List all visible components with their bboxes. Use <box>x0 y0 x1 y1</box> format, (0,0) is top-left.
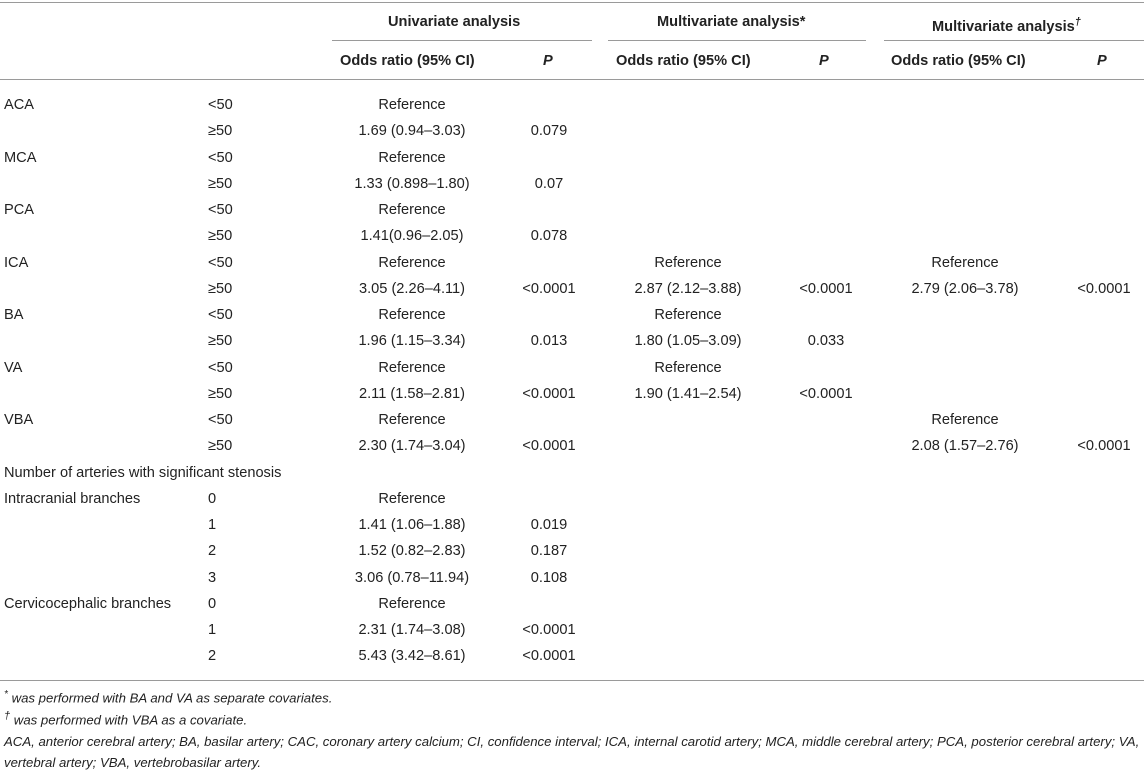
subheader-p-multivariate-1: P <box>819 53 829 69</box>
subheader-or-multivariate-2: Odds ratio (95% CI) <box>891 53 1026 69</box>
multivariate1-or: 1.90 (1.41–2.54) <box>634 385 742 402</box>
univariate-or: Reference <box>378 595 446 612</box>
row-stenosis: 2 <box>208 648 217 665</box>
univariate-or: 3.05 (2.26–4.11) <box>358 280 466 297</box>
row-label: BA <box>4 307 24 323</box>
row-label: Intracranial branches <box>4 490 141 507</box>
univariate-p: <0.0001 <box>522 385 576 402</box>
multivariate1-underline <box>608 40 866 41</box>
univariate-or: 3.06 (0.78–11.94) <box>354 569 470 586</box>
footnote-1: * was performed with BA and VA as separate covariates. <box>4 689 333 706</box>
row-label: Cervicocephalic branches <box>4 595 172 612</box>
univariate-or: 2.31 (1.74–3.08) <box>358 622 466 638</box>
subheader-p-univariate: P <box>543 53 553 69</box>
univariate-p: 0.187 <box>530 543 568 560</box>
row-stenosis: 2 <box>208 543 217 560</box>
row-stenosis: ≥50 <box>208 123 233 140</box>
header-multivariate-2: Multivariate analysis† <box>932 16 1081 35</box>
univariate-or: 1.96 (1.15–3.34) <box>358 333 466 350</box>
row-stenosis: ≥50 <box>208 438 233 455</box>
header-univariate: Univariate analysis <box>388 14 521 30</box>
multivariate1-or: Reference <box>654 307 722 323</box>
subheader-or-multivariate-1: Odds ratio (95% CI) <box>616 53 751 69</box>
header-bottom-rule <box>0 79 1144 80</box>
univariate-or: 5.43 (3.42–8.61) <box>358 648 466 665</box>
univariate-or: Reference <box>378 202 446 218</box>
multivariate2-or: 2.08 (1.57–2.76) <box>911 438 1019 455</box>
multivariate1-or: Reference <box>654 254 722 271</box>
row-stenosis: ≥50 <box>208 175 233 192</box>
header-multivariate-1: Multivariate analysis* <box>657 14 806 30</box>
row-stenosis: <50 <box>208 149 233 166</box>
multivariate1-p: 0.033 <box>807 333 845 350</box>
univariate-or: 1.69 (0.94–3.03) <box>358 123 466 140</box>
row-stenosis: <50 <box>208 202 233 218</box>
row-stenosis: 3 <box>208 569 217 586</box>
univariate-or: 1.41(0.96–2.05) <box>360 228 464 245</box>
subheader-or-univariate: Odds ratio (95% CI) <box>340 53 475 69</box>
row-stenosis: <50 <box>208 254 233 271</box>
row-stenosis: <50 <box>208 359 233 376</box>
row-stenosis: 0 <box>208 595 217 612</box>
table-top-rule <box>0 2 1144 3</box>
row-label: VBA <box>4 412 34 428</box>
multivariate1-p: <0.0001 <box>799 280 853 297</box>
univariate-p: 0.07 <box>534 175 564 192</box>
row-stenosis: ≥50 <box>208 280 233 297</box>
multivariate2-or: Reference <box>931 412 999 428</box>
multivariate1-p: <0.0001 <box>799 385 853 402</box>
dagger-mark: † <box>1074 16 1081 28</box>
univariate-or: Reference <box>378 412 446 428</box>
univariate-p: <0.0001 <box>522 648 576 665</box>
univariate-p: 0.019 <box>530 517 568 533</box>
multivariate1-or: 1.80 (1.05–3.09) <box>634 333 742 350</box>
univariate-or: 2.11 (1.58–2.81) <box>358 385 466 402</box>
univariate-p: <0.0001 <box>522 280 576 297</box>
row-stenosis: ≥50 <box>208 228 233 245</box>
univariate-or: Reference <box>378 97 446 113</box>
univariate-or: 1.41 (1.06–1.88) <box>358 517 466 533</box>
univariate-or: 2.30 (1.74–3.04) <box>358 438 466 455</box>
univariate-or: Reference <box>378 359 446 376</box>
row-label: VA <box>4 359 23 376</box>
row-stenosis: 1 <box>208 622 217 638</box>
subheader-p-multivariate-2: P <box>1097 53 1107 69</box>
row-label: Number of arteries with significant stenosis <box>4 464 282 481</box>
univariate-or: Reference <box>378 254 446 271</box>
univariate-or: Reference <box>378 307 446 323</box>
row-stenosis: ≥50 <box>208 333 233 350</box>
table-bottom-rule <box>0 680 1144 681</box>
multivariate2-underline <box>884 40 1144 41</box>
footnote-2: † was performed with VBA as a covariate. <box>4 710 248 728</box>
multivariate2-p: <0.0001 <box>1077 280 1131 297</box>
univariate-or: Reference <box>378 490 446 507</box>
univariate-p: 0.013 <box>530 333 568 350</box>
multivariate2-or: Reference <box>931 254 999 271</box>
univariate-p: 0.079 <box>530 123 568 140</box>
univariate-or: 1.52 (0.82–2.83) <box>358 543 466 560</box>
univariate-or: 1.33 (0.898–1.80) <box>354 175 470 192</box>
univariate-p: <0.0001 <box>522 438 576 455</box>
row-stenosis: 0 <box>208 490 217 507</box>
row-label: MCA <box>4 149 37 166</box>
row-stenosis: <50 <box>208 412 233 428</box>
multivariate1-or: Reference <box>654 359 722 376</box>
row-stenosis: ≥50 <box>208 385 233 402</box>
row-stenosis: <50 <box>208 97 233 113</box>
univariate-p: 0.108 <box>530 569 568 586</box>
footnote-abbreviations: ACA, anterior cerebral artery; BA, basilar artery; CAC, coronary artery calcium; CI, confidence interval; ICA, internal carotid artery; MCA, middle cerebral artery; PCA, posterior cerebral artery; VA, vertebral artery; VBA, vertebrobasilar artery. <box>4 734 1140 770</box>
row-label: PCA <box>4 202 35 218</box>
univariate-p: 0.078 <box>530 228 568 245</box>
row-label: ICA <box>4 254 29 271</box>
univariate-p: <0.0001 <box>522 622 576 638</box>
row-stenosis: <50 <box>208 307 233 323</box>
row-stenosis: 1 <box>208 517 217 533</box>
multivariate2-or: 2.79 (2.06–3.78) <box>911 280 1019 297</box>
multivariate1-or: 2.87 (2.12–3.88) <box>634 280 742 297</box>
univariate-or: Reference <box>378 149 446 166</box>
univariate-underline <box>332 40 592 41</box>
row-label: ACA <box>4 97 35 113</box>
multivariate2-p: <0.0001 <box>1077 438 1131 455</box>
